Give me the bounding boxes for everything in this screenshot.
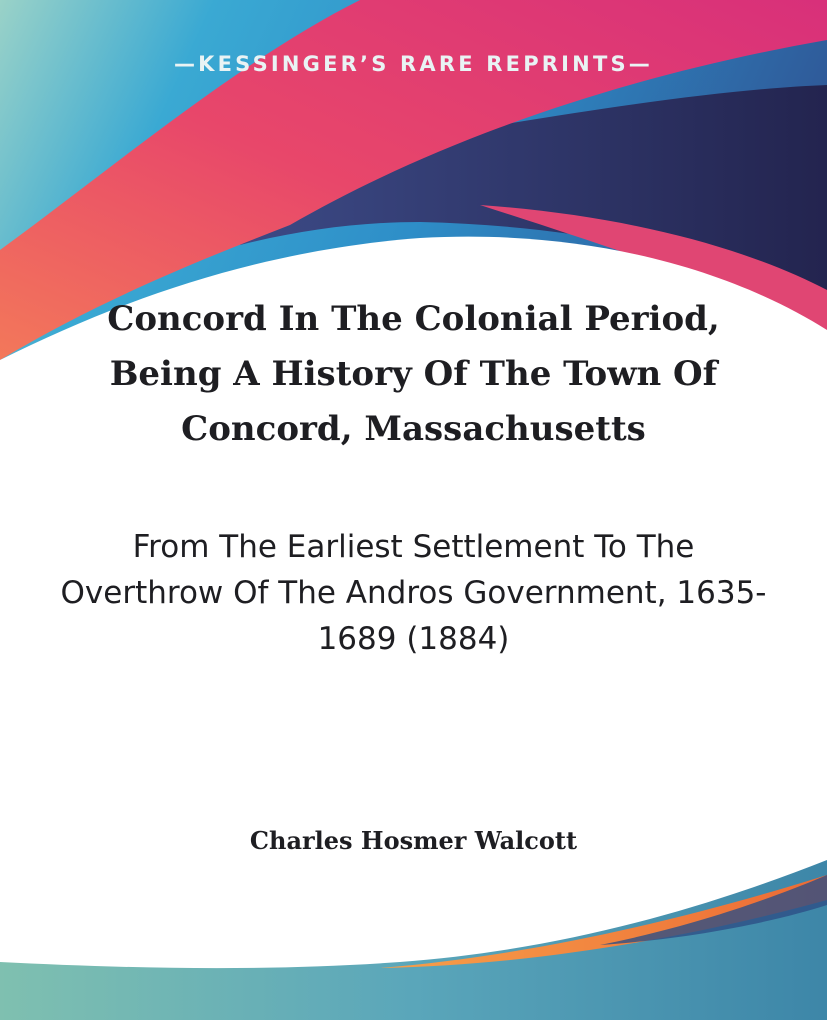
book-title: Concord In The Colonial Period, Being A History Of The Town Of Concord, Massachusetts <box>107 299 720 449</box>
book-subtitle: From The Earliest Settlement To The Overthrow Of The Andros Government, 1635-1689 (1884) <box>60 529 767 657</box>
publisher-banner: —KESSINGER’S RARE REPRINTS— <box>173 52 654 76</box>
author-name: Charles Hosmer Walcott <box>249 826 578 855</box>
